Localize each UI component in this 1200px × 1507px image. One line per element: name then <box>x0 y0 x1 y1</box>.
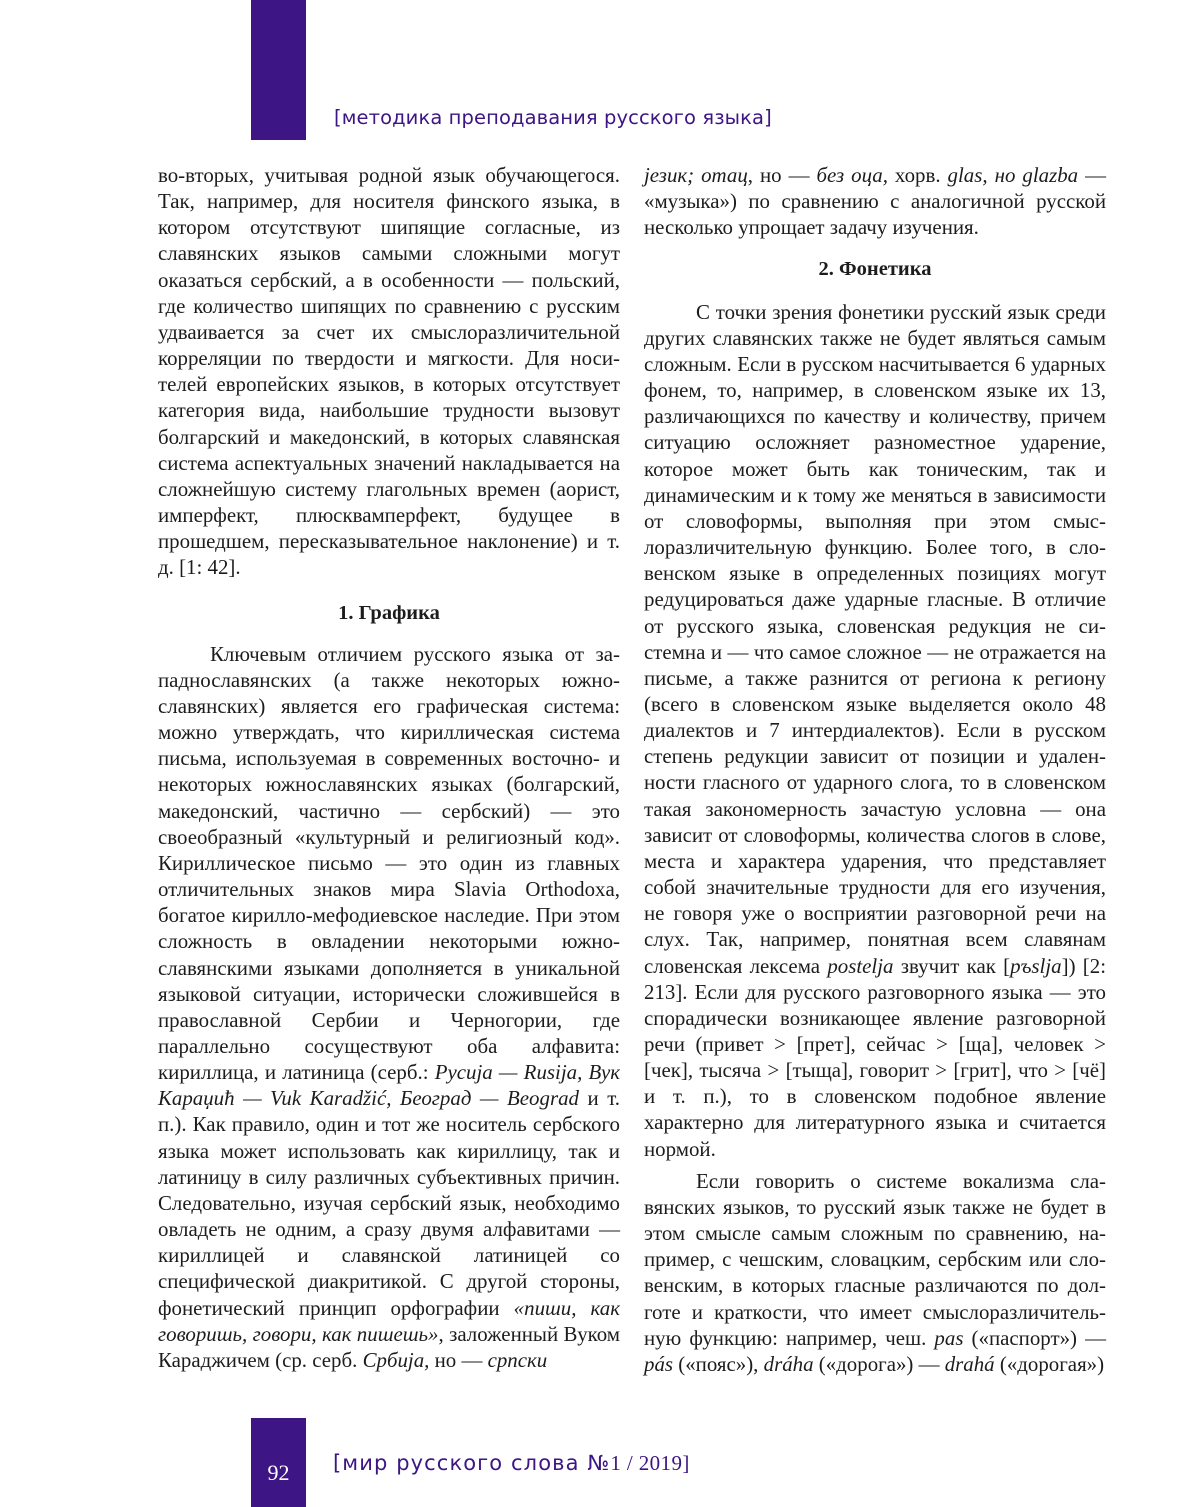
example-italic: Србија, <box>362 1347 430 1372</box>
page-number: 92 <box>267 1460 290 1485</box>
running-header: [методика преподавания русского языка] <box>334 106 772 129</box>
paragraph: Ключевым отличием русского языка от западнославянских (а также некоторых южнославянских) является его графическая система: можно утверждать, что кириллическая система письма, используемая в современных восточно- и некоторых южнославянских языках (болгарский, македонский, частично — сербский) — это своеобразный «культурный и религиозный код». Кириллическое письмо — это один из главных отличительных знаков мира Slavia Orthodoxa, богатое кирилло-мефодиевское наследие. При этом сложность в овладении некоторыми южнославянскими языками дополняется в уникальной языковой ситуации, исторически сложившейся в православной Сербии и Черногории, где параллельно сосуществуют оба алфавита: кириллица, и латиница (серб.: Русија — Rusija, Вук Караџић — Vuk Karadžić, Београд — Beograd и т. п.). Как правило, один и тот же носитель сербского языка может использовать как кириллицу, так и латиницу в силу различных субъективных причин. Следовательно, изучая сербский язык, необходимо овладеть не одним, а сразу двумя алфавитами — кириллицей и славянской латиницей со специфической диакритикой. С другой стороны, фонетический принцип орфографии «пиши, как говоришь, говори, как пишешь», заложенный Вуком Караджичем (ср. серб. Србија, но — српски <box>158 641 621 1372</box>
example-italic: без оца, <box>816 163 888 187</box>
example-italic: drahá <box>944 1351 995 1376</box>
example-italic: pás <box>644 1351 674 1376</box>
right-column <box>644 162 1106 1377</box>
running-footer <box>333 1451 690 1476</box>
example-italic: postelja <box>827 953 894 978</box>
example-italic: српски <box>487 1347 548 1372</box>
paragraph: Если говорить о системе вокализма славянских языков, то русский язык также не будет в этом смысле самым сложным по сравнению, например, с чешским, словацким, сербским или словенским, в которых гласные различаются по долготе и краткости, что имеет смыслоразличительную функцию: например, чеш. pas («паспорт») — pás («пояс»), dráha («дорога») — drahá («дорогая») <box>644 1168 1106 1376</box>
paragraph: С точки зрения фонетики русский язык среди других славянских также не будет являться самым сложным. Если в русском насчитывается 6 ударных фонем, то, например, в словенском языке их 13, различающихся по качеству и количеству, причем ситуацию осложняет разноместное ударение, которое может быть как тоническим, так и динамическим и к тому же меняться в зависимости от словоформы, выполняя при этом смыслоразличительную функцию. Более того, в словенском языке в определенных позициях могут редуцироваться даже ударные гласные. В отличие от русского языка, словенская редукция не системна и — что самое сложное — не отражается на письме, а также разнится от региона к региону (всего в словенском языке выделяется около 48 диалектов и 7 интердиалектов). Если в русском степень редукции зависит от позиции и удаленности гласного от ударного слога, то в словенском такая закономерность зачастую условна — она зависит от словоформы, количества слогов в слове, места и характера ударения, что представляет собой значительные трудности для его изучения, не говоря уже о восприятии разговорной речи на слух. Так, например, понятная всем славянам словенская лексема postelja звучит как [pъslja]) [2: 213]. Если для русского разговорного языка — это спорадически возникающее явление разговорной речи (привет > [прет], сейчас > [ща], человек > [чек], тысяча > [тыща], говорит > [грит], что > [чё] и т. п.), то в словенском подобное явление характерно для литературного языка и считается нормой. <box>644 299 1107 1161</box>
example-italic: glas, но glazba <box>947 163 1079 187</box>
example-italic: dráha <box>763 1351 814 1376</box>
example-italic: «пиши, как говоришь, говори, как пишешь» <box>158 1295 621 1346</box>
paragraph: језик; отац, но — без оца, хорв. glas, но glazba — «музыка») по сравнению с аналогичной русской несколько упрощает задачу изучения. <box>644 163 1106 240</box>
top-accent-bar <box>251 0 306 140</box>
section-heading-graphics: 1. Графика <box>338 601 440 624</box>
example-italic: језик; отац <box>644 163 748 187</box>
example-italic: pъslja <box>1010 953 1062 978</box>
section-heading-phonetics: 2. Фонетика <box>818 258 932 281</box>
paragraph: во-вторых, учитывая родной язык обучающегося. Так, например, для носителя финского языка, в котором отсутствуют шипящие согласные, из славянских языков самыми сложными могут оказаться сербский, а в особенности — польский, где количество шипящих по сравнению с русским удваивается за счет их смыслоразличительной корреляции по твердости и мягкости. Для носителей европейских языков, в которых отсутствует категория вида, наибольшие трудности вызовут болгарский и македонский, в которых славянская система аспектуальных значений накладывается на сложнейшую систему глагольных времен (аорист, имперфект, плюсквамперфект, будущее в прошедшем, пересказывательное наклонение) и т. д. [1: 42]. <box>158 163 620 580</box>
example-italic: Русија — Rusija, Вук Караџић — Vuk Karadžić, Београд — Beograd <box>158 1060 620 1111</box>
left-column <box>158 162 620 1373</box>
example-italic: pas <box>934 1325 964 1350</box>
journal-title: [мир русского слова № <box>333 1451 611 1475</box>
issue-number: 1 / 2019] <box>610 1451 690 1475</box>
